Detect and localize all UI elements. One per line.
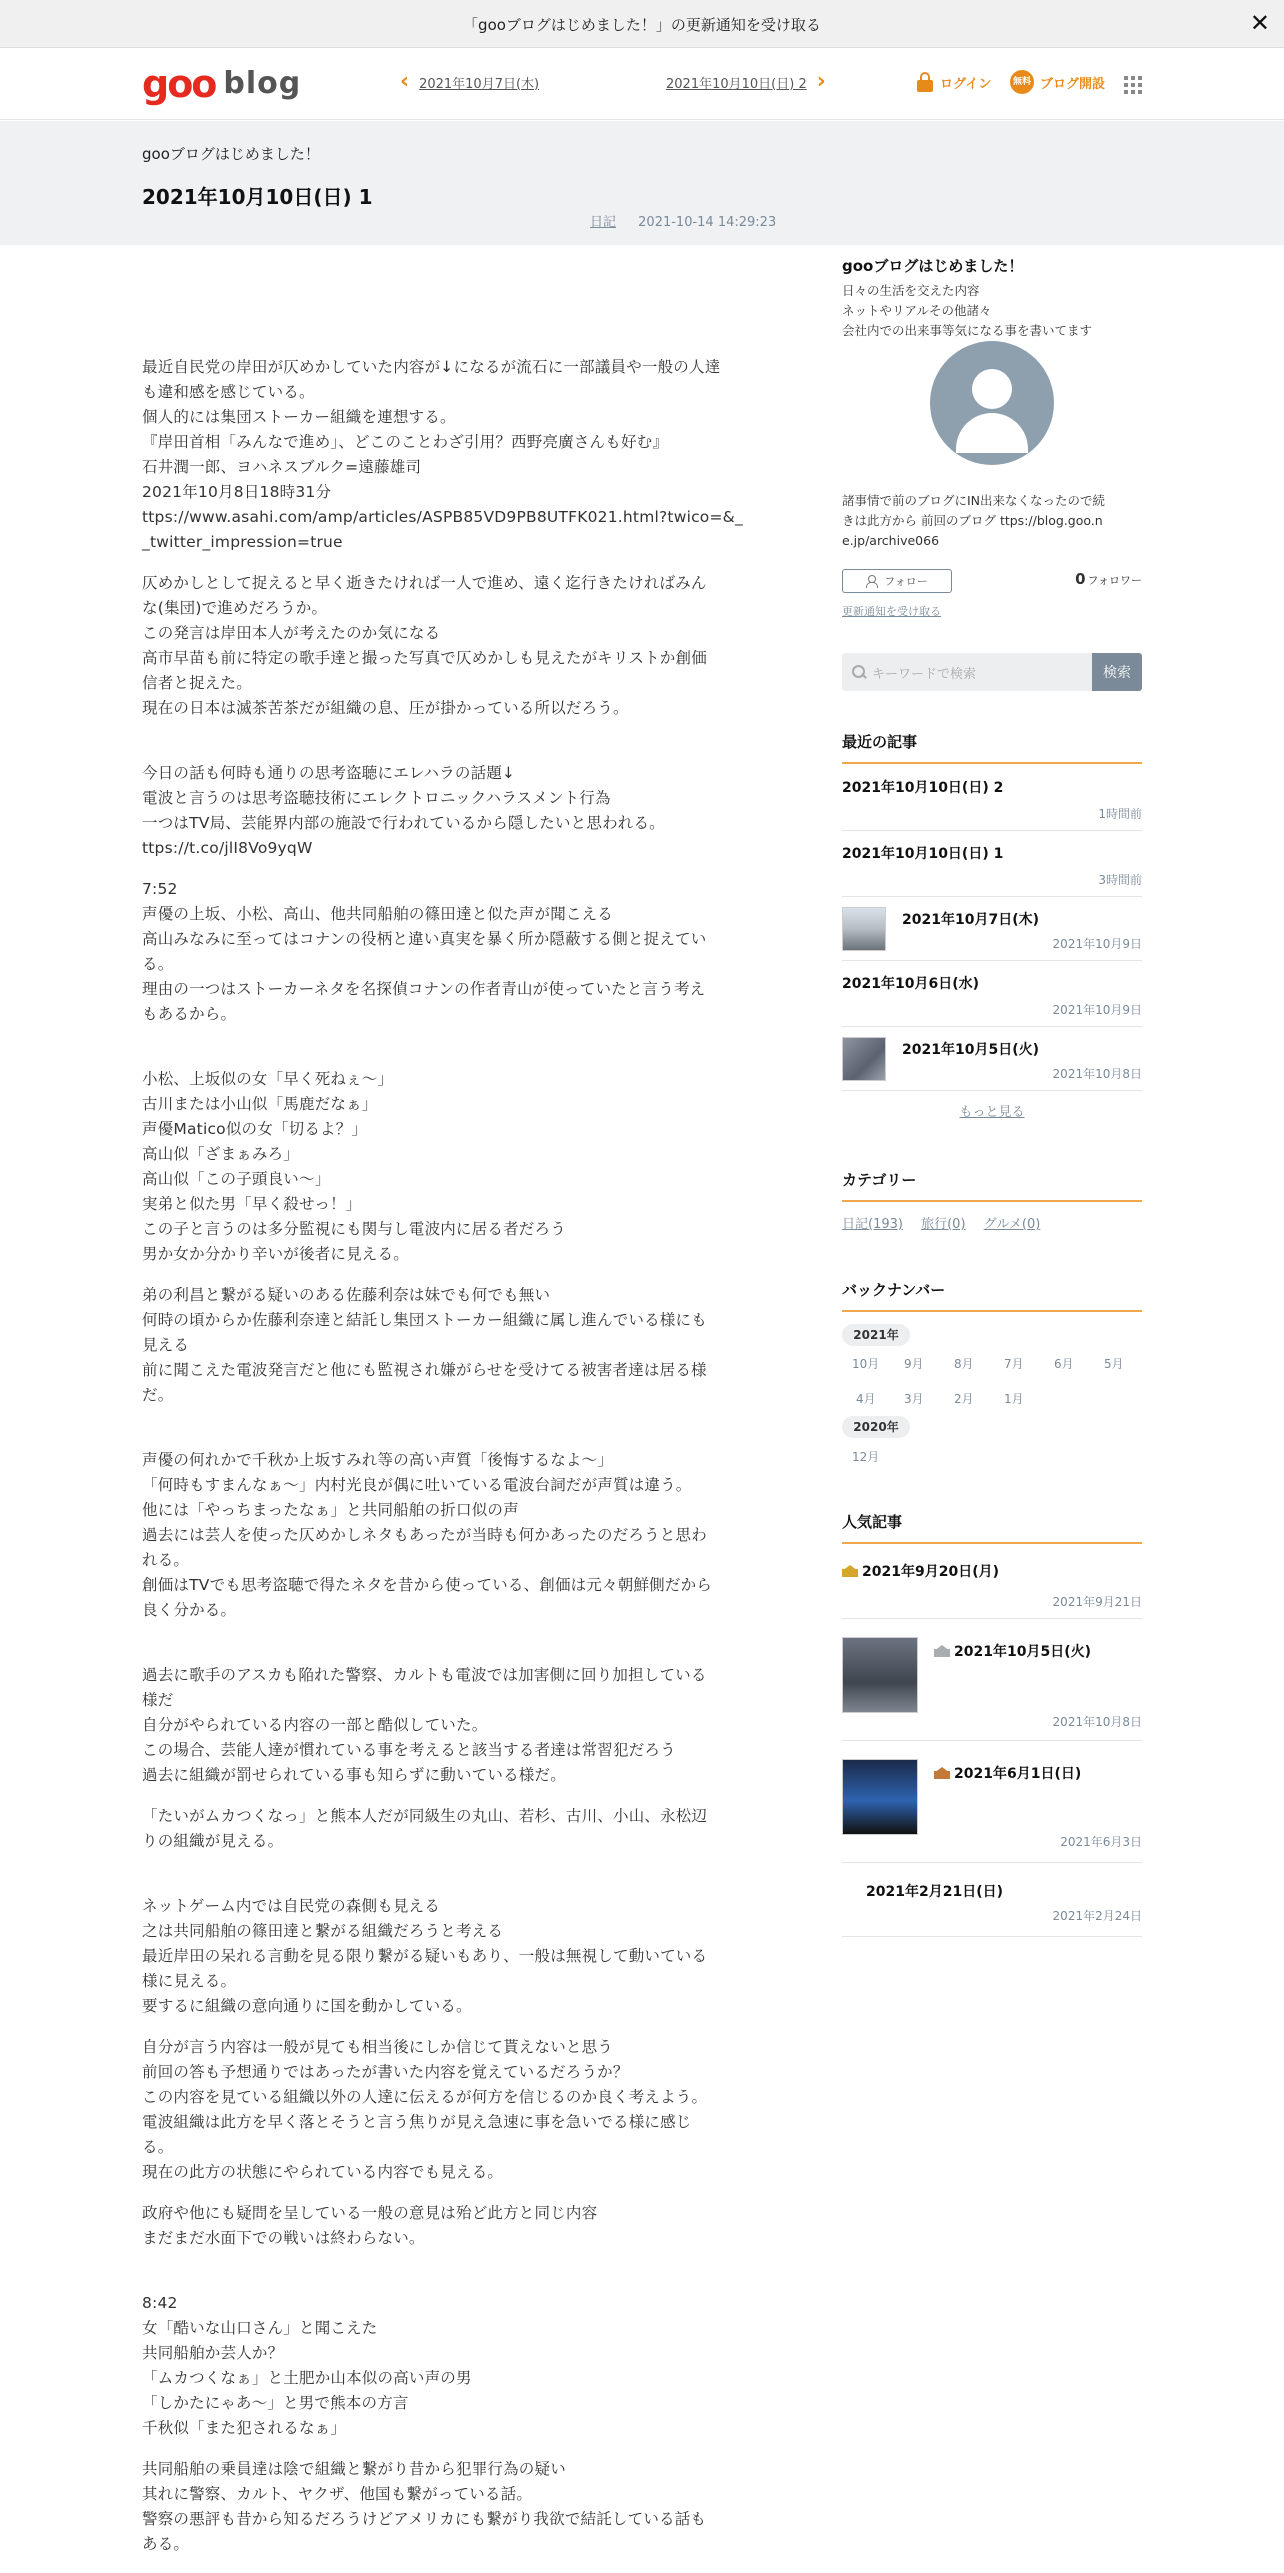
paragraph-gap	[142, 1424, 778, 1448]
avatar	[930, 341, 1054, 465]
search-icon	[852, 665, 866, 679]
search-form	[842, 653, 1142, 691]
article-line: 小松、上坂似の女「早く死ねぇ～」	[142, 1070, 394, 1088]
popular-date: 2021年6月3日	[1060, 1835, 1142, 1849]
month-link[interactable]: 10月	[852, 1357, 880, 1371]
close-icon[interactable]: ✕	[1249, 9, 1270, 37]
search-button[interactable]: 検索	[1092, 653, 1142, 691]
month-link[interactable]: 3月	[904, 1392, 924, 1406]
article-body	[142, 355, 778, 2573]
profile-desc-line: ネットやリアルその他諸々	[842, 303, 992, 318]
popular-title	[866, 1881, 1003, 1901]
article-line: 過去には芸人を使った仄めかしネタもあったが当時も何かあったのだろうと思わ	[142, 1526, 707, 1544]
article-line: まだまだ水面下での戦いは終わらない。	[142, 2229, 425, 2247]
popular-title-text: 2021年9月20日(月)	[862, 1564, 999, 1580]
recent-item[interactable]	[842, 1033, 1142, 1091]
category-link[interactable]: 日記(193)	[842, 1217, 903, 1232]
profile-note-line: 諸事情で前のブログにIN出来なくなったので続	[842, 493, 1106, 508]
year-2020: 2020年	[842, 1416, 910, 1438]
article-line: 「たいがムカつくなっ」と熊本人だが同級生の丸山、若杉、古川、小山、永松辺	[142, 1807, 708, 1825]
article-line: 最近自民党の岸田が仄めかしていた内容が↓になるが流石に一部議員や一般の人達	[142, 358, 721, 376]
category-link[interactable]: 旅行(0)	[921, 1217, 966, 1232]
article-line: 高山似「この子頭良い～」	[142, 1170, 331, 1188]
article-line: 前回の答も予想通りではあったが書いた内容を覚えているだろうか？	[142, 2063, 629, 2081]
article-line: る。	[142, 955, 174, 973]
paragraph-gap	[142, 1639, 778, 1663]
prev-entry-label: 2021年10月7日(木)	[419, 76, 540, 92]
popular-item[interactable]	[842, 1555, 1142, 1619]
article-line: 電波組織は此方を早く落とそうと言う焦りが見え急速に事を急いでる様に感じ	[142, 2113, 692, 2131]
month-link[interactable]: 5月	[1104, 1357, 1124, 1371]
recent-item[interactable]	[842, 841, 1142, 897]
profile-desc-line: 日々の生活を交えた内容	[842, 283, 980, 298]
year-2021: 2021年	[842, 1324, 910, 1346]
article-paragraph	[142, 761, 778, 861]
article-line: 8:42	[142, 2294, 178, 2312]
profile-desc-line: 会社内での出来事等気になる事を書いてます	[842, 323, 1093, 338]
article-line: ttps://t.co/jlI8Vo9yqW	[142, 839, 313, 857]
article-line: この場合、芸能人達が慣れている事を考えると該当する者達は常習犯だろう	[142, 1741, 676, 1759]
search-input[interactable]	[842, 653, 1092, 691]
article-paragraph	[142, 2035, 778, 2185]
popular-thumbnail	[842, 1759, 918, 1835]
article-line: この内容を見ている組織以外の人達に伝えるが何方を信じるのか良く考えよう。	[142, 2088, 708, 2106]
article-line: 之は共同船舶の篠田達と繋がる組織だろうと考える	[142, 1922, 504, 1940]
recent-date: 2021年10月9日	[1052, 937, 1142, 951]
article-paragraph	[142, 2457, 778, 2557]
month-link[interactable]: 8月	[954, 1357, 974, 1371]
paragraph-gap	[142, 2267, 778, 2291]
article-line: 『岸田首相「みんなで進め」、どこのことわざ引用？西野亮廣さんも好む』	[142, 433, 669, 451]
follow-label: フォロー	[884, 575, 928, 588]
article-line: 他には「やっちまったなぁ」と共同船舶の折口似の声	[142, 1501, 519, 1519]
popular-title	[934, 1641, 1091, 1661]
article-line: 見える	[142, 1336, 190, 1354]
article-line: 実弟と似た男「早く殺せっ！」	[142, 1195, 362, 1213]
login-label: ログイン	[940, 76, 992, 92]
month-link[interactable]: 1月	[1004, 1392, 1024, 1406]
article-line: 創価はTVでも思考盗聴で得たネタを昔から使っている、創価は元々朝鮮側だから	[142, 1576, 712, 1594]
article-line: 高市早苗も前に特定の歌手達と撮った写真で仄めかしも見えたがキリストか創価	[142, 649, 707, 667]
article-line: この子と言うのは多分監視にも関与し電波内に居る者だろう	[142, 1220, 566, 1238]
article-line: 要するに組織の意向通りに国を動かしている。	[142, 1997, 472, 2015]
article-line: れる。	[142, 1551, 190, 1569]
article-line: 電波と言うのは思考盗聴技術にエレクトロニックハラスメント行為	[142, 789, 611, 807]
category-link[interactable]: グルメ(0)	[983, 1217, 1041, 1232]
article-line: 個人的には集団ストーカー組織を連想する。	[142, 408, 456, 426]
article-line: ある。	[142, 2535, 190, 2553]
paragraph-gap	[142, 737, 778, 761]
article-line: 警察の悪評も昔から知るだろうけどアメリカにも繋がり我欲で結託している話も	[142, 2510, 707, 2528]
article-line: 様だ	[142, 1691, 174, 1709]
recent-title: 2021年10月5日(火)	[902, 1042, 1039, 1058]
popular-title	[842, 1561, 999, 1581]
recent-title: 2021年10月6日(水)	[842, 976, 979, 992]
article-paragraph	[142, 1067, 778, 1267]
article-line: _twitter_impression=true	[142, 533, 343, 551]
recent-title: 2021年10月10日(日) 2	[842, 780, 1004, 796]
article-line: 声優Matico似の女「切るよ？」	[142, 1120, 368, 1138]
entry-header	[0, 121, 1284, 245]
article-line: 過去に組織が罰せられている事も知らずに動いている様だ。	[142, 1766, 566, 1784]
header	[0, 48, 1284, 120]
article-paragraph	[142, 1663, 778, 1788]
article-line: 最近岸田の呆れる言動を見る限り繋がる疑いもあり、一般は無視して動いている	[142, 1947, 708, 1965]
recent-title: 2021年10月7日(木)	[902, 912, 1039, 928]
article-line: 「しかたにゃあ～」と男で熊本の方言	[142, 2394, 409, 2412]
month-link[interactable]: 2月	[954, 1392, 974, 1406]
entry-datetime: 2021-10-14 14:29:23	[638, 215, 777, 230]
notify-link[interactable]: 「gooブログはじめました！」の更新通知を受け取る	[463, 16, 821, 34]
article-line: 何時の頃からか佐藤利奈達と結託し集団ストーカー組織に属し進んでいる様にも	[142, 1311, 707, 1329]
popular-item[interactable]	[842, 1871, 1142, 1937]
paragraph-gap	[142, 1043, 778, 1067]
recent-title: 2021年10月10日(日) 1	[842, 846, 1004, 862]
notify-bar	[0, 0, 1284, 48]
logo-blog: blog	[223, 66, 302, 101]
chevron-right-icon: ›	[816, 69, 826, 94]
person-icon	[866, 575, 876, 587]
silver-crown-icon	[934, 1645, 950, 1657]
entry-meta	[590, 211, 776, 230]
recent-head: 最近の記事	[842, 731, 1142, 764]
backnumber-head: バックナンバー	[842, 1279, 1142, 1312]
article-paragraph	[142, 2291, 778, 2441]
article-line: りの組織が見える。	[142, 1832, 284, 1850]
follower-count	[1075, 570, 1142, 588]
entry-title: 2021年10月10日(日) 1	[142, 185, 373, 209]
follow-button[interactable]	[842, 569, 952, 593]
profile-note-line: e.jp/archive066	[842, 533, 940, 548]
profile-title: gooブログはじめました！	[842, 257, 1024, 275]
article-line: 弟の利昌と繋がる疑いのある佐藤利奈は妹でも何でも無い	[142, 1286, 551, 1304]
popular-title-text: 2021年10月5日(火)	[954, 1644, 1091, 1660]
article-line: 高山みなみに至ってはコナンの役柄と違い真実を暴く所か隠蔽する側と捉えてい	[142, 930, 707, 948]
recent-thumbnail	[842, 1037, 886, 1081]
recent-date: 2021年10月8日	[1052, 1067, 1142, 1081]
article-line: 今日の話も何時も通りの思考盗聴にエレハラの話題↓	[142, 764, 516, 782]
popular-title-text: 2021年6月1日(日)	[954, 1766, 1082, 1782]
next-entry-link[interactable]	[666, 69, 826, 94]
profile-description	[842, 281, 1092, 341]
article-line: 一つはTV局、芸能界内部の施設で行われているから隠したいと思われる。	[142, 814, 665, 832]
category-list	[842, 1213, 1054, 1232]
goo-blog-logo[interactable]	[142, 62, 301, 106]
article-line: 男か女か分かり辛いが後者に見える。	[142, 1245, 409, 1263]
recent-item[interactable]	[842, 775, 1142, 831]
open-blog-button[interactable]	[1010, 70, 1105, 94]
article-paragraph	[142, 1894, 778, 2019]
article-line: 声優の何れかで千秋か上坂すみれ等の高い声質「後悔するなよ～」	[142, 1451, 614, 1469]
popular-item[interactable]	[842, 1627, 1142, 1741]
follower-number: 0	[1075, 570, 1086, 588]
blog-name[interactable]: gooブログはじめました！	[142, 145, 320, 163]
article-line: 現在の日本は滅茶苦茶だが組織の息、圧が掛かっている所以だろう。	[142, 699, 629, 717]
article-line: な(集団)で進めだろうか。	[142, 599, 328, 617]
app-grid-icon[interactable]	[1124, 76, 1142, 94]
popular-thumbnail	[842, 1637, 918, 1713]
month-link[interactable]: 6月	[1054, 1357, 1074, 1371]
article-paragraph	[142, 2201, 778, 2251]
popular-title	[934, 1763, 1081, 1783]
article-line: 信者と捉えた。	[142, 674, 252, 692]
popular-date: 2021年2月24日	[1052, 1909, 1142, 1923]
login-button[interactable]	[916, 72, 991, 92]
article-paragraph	[142, 1804, 778, 1854]
article-line: 石井潤一郎、ヨハネスブルク=遠藤雄司	[142, 458, 422, 476]
recent-date: 3時間前	[1098, 873, 1142, 887]
popular-item[interactable]	[842, 1749, 1142, 1863]
article-line: この発言は岸田本人が考えたのか気になる	[142, 624, 441, 642]
lock-icon	[916, 72, 934, 92]
article-paragraph	[142, 1448, 778, 1623]
article-paragraph	[142, 1283, 778, 1408]
article-line: 千秋似「また犯されるなぁ」	[142, 2419, 347, 2437]
article-line: 其れに警察、カルト、ヤクザ、他国も繋がっている話。	[142, 2485, 533, 2503]
follower-label: フォロワー	[1087, 574, 1142, 587]
article-line: 声優の上坂、小松、高山、他共同船舶の篠田達と似た声が聞こえる	[142, 905, 614, 923]
article-line: 「何時もすまんなぁ～」内村光良が偶に吐いている電波台詞だが声質は違う。	[142, 1476, 692, 1494]
article-line: 共同船舶か芸人か？	[142, 2344, 284, 2362]
article-line: 良く分かる。	[142, 1601, 237, 1619]
article-line: 様に見える。	[142, 1972, 237, 1990]
more-link[interactable]: もっと見る	[959, 1105, 1025, 1120]
gold-crown-icon	[842, 1565, 858, 1577]
month-link[interactable]: 4月	[856, 1392, 876, 1406]
popular-date: 2021年10月8日	[1052, 1715, 1142, 1729]
month-link[interactable]: 7月	[1004, 1357, 1024, 1371]
logo-goo: goo	[142, 62, 216, 106]
article-line: 政府や他にも疑問を呈している一般の意見は殆ど此方と同じ内容	[142, 2204, 598, 2222]
popular-date: 2021年9月21日	[1052, 1595, 1142, 1609]
article-line: 古川または小山似「馬鹿だなぁ」	[142, 1095, 378, 1113]
popular-title-text: 2021年2月21日(日)	[866, 1884, 1003, 1900]
popular-head: 人気記事	[842, 1511, 1142, 1544]
article-line: ネットゲーム内では自民党の森側も見える	[142, 1897, 440, 1915]
chevron-left-icon: ‹	[400, 69, 410, 94]
category-head: カテゴリー	[842, 1169, 1142, 1202]
article-line: る。	[142, 2138, 174, 2156]
article-paragraph	[142, 571, 778, 721]
recent-item[interactable]	[842, 903, 1142, 961]
profile-note-line: きは此方から 前回のブログ ttps://blog.goo.n	[842, 513, 1103, 528]
recent-date: 2021年10月9日	[1052, 1003, 1142, 1017]
paragraph-gap	[142, 1870, 778, 1894]
prev-entry-link[interactable]	[400, 69, 540, 94]
update-notify-link[interactable]: 更新通知を受け取る	[842, 605, 941, 618]
month-link[interactable]: 9月	[904, 1357, 924, 1371]
article-line: 現在の此方の状態にやられている内容でも見える。	[142, 2163, 504, 2181]
article-line: 自分がやられている内容の一部と酷似していた。	[142, 1716, 488, 1734]
article-line: 前に聞こえた電波発言だと他にも監視され嫌がらせを受けてる被害者達は居る様	[142, 1361, 707, 1379]
article-line: ttps://www.asahi.com/amp/articles/ASPB85VD9PB8UTFK021.html?twico=&_	[142, 508, 743, 526]
open-blog-label: ブログ開設	[1040, 76, 1106, 92]
month-link[interactable]: 12月	[852, 1450, 880, 1464]
article-line: も違和感を感じている。	[142, 383, 315, 401]
article-line: 高山似「ざまぁみろ」	[142, 1145, 300, 1163]
article-line: 7:52	[142, 880, 178, 898]
profile-note	[842, 491, 1142, 551]
recent-thumbnail	[842, 907, 886, 951]
article-line: だ。	[142, 1386, 174, 1404]
article-line: 2021年10月8日18時31分	[142, 483, 332, 501]
article-paragraph	[142, 877, 778, 1027]
article-line: 女「酷いな山口さん」と聞こえた	[142, 2319, 378, 2337]
bronze-crown-icon	[934, 1767, 950, 1779]
free-badge-icon: 無料	[1010, 70, 1034, 94]
next-entry-label: 2021年10月10日(日) 2	[666, 76, 807, 92]
entry-category-link[interactable]: 日記	[590, 215, 617, 230]
article-line: 共同船舶の乗員達は陰で組織と繋がり昔から犯罪行為の疑い	[142, 2460, 566, 2478]
article-paragraph	[142, 355, 778, 555]
article-line: 過去に歌手のアスカも陥れた警察、カルトも電波では加害側に回り加担している	[142, 1666, 707, 1684]
article-line: 「ムカつくなぁ」と土肥か山本似の高い声の男	[142, 2369, 472, 2387]
search-placeholder: キーワードで検索	[872, 666, 977, 682]
recent-date: 1時間前	[1098, 807, 1142, 821]
article-line: もあるから。	[142, 1005, 237, 1023]
article-line: 自分が言う内容は一般が見ても相当後にしか信じて貰えないと思う	[142, 2038, 614, 2056]
article-line: 理由の一つはストーカーネタを名探偵コナンの作者青山が使っていたと言う考え	[142, 980, 706, 998]
recent-item[interactable]	[842, 971, 1142, 1027]
article-line: 仄めかしとして捉えると早く逝きたければ一人で進め、遠く迄行きたければみん	[142, 574, 707, 592]
